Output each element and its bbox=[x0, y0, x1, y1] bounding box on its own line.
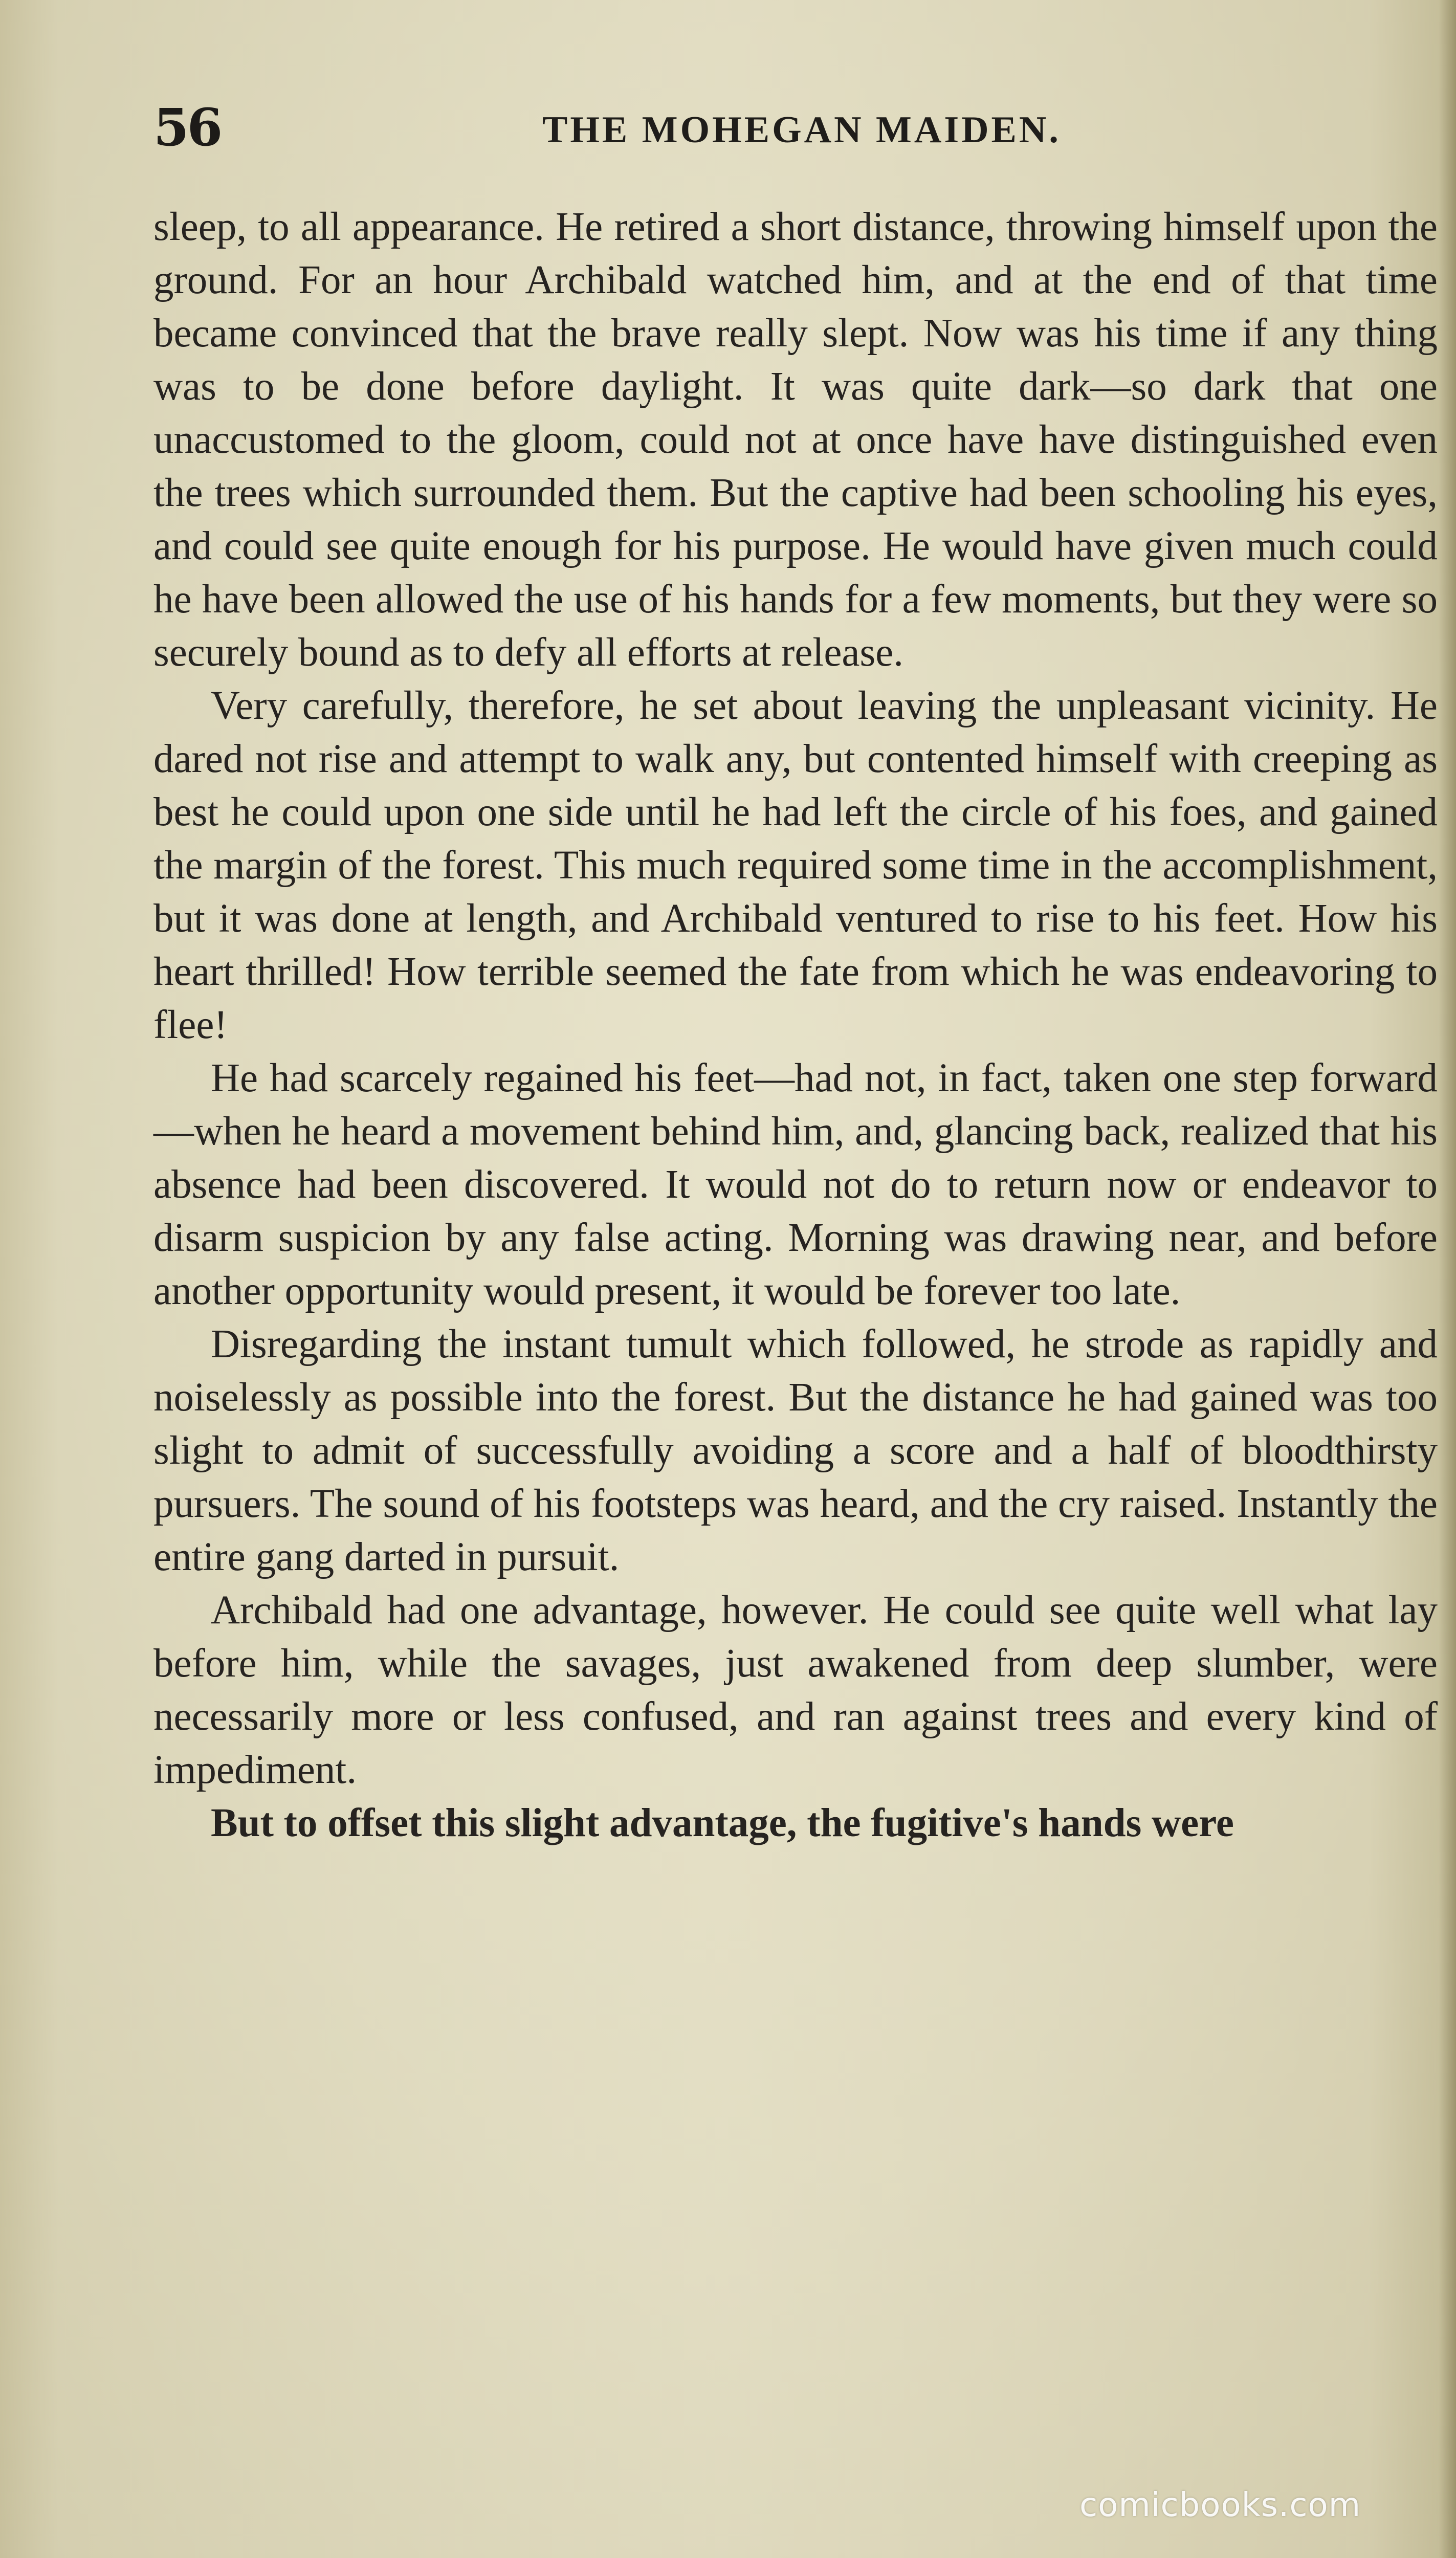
paragraph-1: sleep, to all appearance. He retired a short distance, throwing himself upon the ground. For an hour Archibald watched him, and at the end of that time became convinced that the brave really slept. Now was his time if any thing was to be done before daylight. It was quite dark—so dark that one unaccustomed to the gloom, could not at once have have distinguished even the trees which surrounded them. But the captive had been schooling his eyes, and could see quite enough for his purpose. He would have given much could he have been allowed the use of his hands for a few moments, but they were so securely bound as to defy all efforts at release. bbox=[153, 205, 1438, 675]
page-number: 56 bbox=[153, 97, 221, 158]
paragraph-4: Disregarding the instant tumult which followed, he strode as rapidly and noiselessly as possible into the forest. But the distance he had gained was too slight to admit of successfully avoiding a score and a half of bloodthirsty pursuers. The sound of his footsteps was heard, and the cry raised. Instantly the entire gang darted in pursuit. bbox=[153, 1322, 1438, 1579]
paragraph-3: He had scarcely regained his feet—had not, in fact, taken one step forward—when he heard a movement behind him, and, glancing back, realized that his absence had been discovered. It would not do to return now or endeavor to disarm suspicion by any false acting. Morning was drawing near, and before another opportunity would present, it would be forever too late. bbox=[153, 1056, 1438, 1313]
page-header bbox=[153, 97, 1438, 158]
watermark: comicbooks.com bbox=[1079, 2486, 1361, 2524]
body-text bbox=[153, 201, 1438, 1850]
paragraph-2: Very carefully, therefore, he set about leaving the unpleasant vicinity. He dared not rise and attempt to walk any, but contented himself with creeping as best he could upon one side until he had left the circle of his foes, and gained the margin of the forest. This much required some time in the accomplishment, but it was done at length, and Archibald ventured to rise to his feet. How his heart thrilled! How terrible seemed the fate from which he was endeavoring to flee! bbox=[153, 683, 1438, 1047]
paragraph-6: But to offset this slight advantage, the fugitive's hands were bbox=[211, 1801, 1234, 1845]
running-head-title: THE MOHEGAN MAIDEN. bbox=[542, 109, 1061, 151]
paragraph-5: Archibald had one advantage, however. He could see quite well what lay before him, while the savages, just awakened from deep slumber, were necessarily more or less confused, and ran against trees and every kind of impediment. bbox=[153, 1588, 1438, 1792]
page-gutter-shadow bbox=[1439, 0, 1456, 2558]
